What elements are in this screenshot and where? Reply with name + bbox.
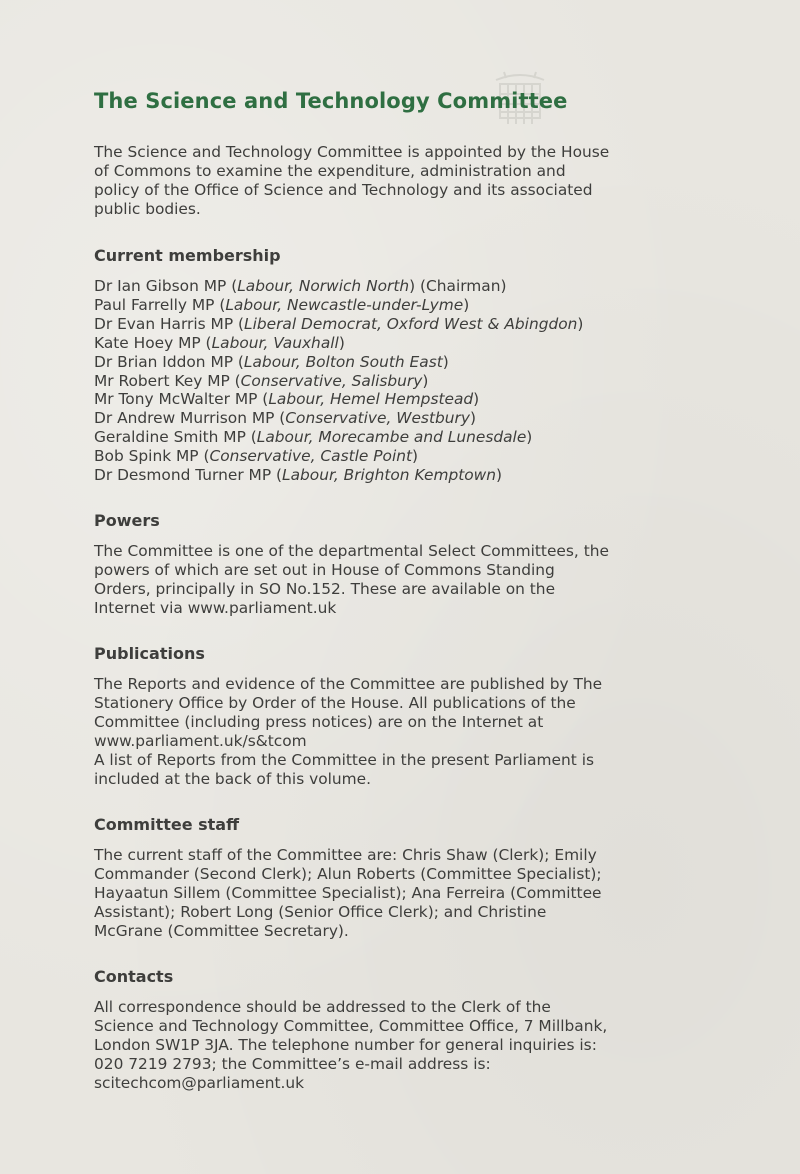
intro-paragraph: The Science and Technology Committee is appointed by the House of Commons to examine the expenditure, administration and policy of the Office of Science and Technology and its associated public bodies. <box>94 143 610 218</box>
staff-section <box>94 812 614 941</box>
staff-heading: Committee staff <box>94 814 240 834</box>
member-suffix: ) <box>577 314 584 333</box>
powers-paragraph: The Committee is one of the departmental Select Committees, the powers of which are set out in House of Commons Standing Orders, principally in SO No.152. These are available on the Internet via www.parliament.uk <box>94 541 609 617</box>
powers-section <box>94 508 614 618</box>
member-item <box>94 277 614 296</box>
member-suffix: ) <box>442 352 449 371</box>
member-suffix: ) <box>526 428 533 447</box>
member-name: Dr Desmond Turner MP ( <box>94 466 283 485</box>
member-suffix: ) <box>469 409 476 428</box>
member-party-constituency: Labour, Bolton South East <box>243 352 443 371</box>
member-party-constituency: Conservative, Salisbury <box>240 371 423 390</box>
member-party-constituency: Conservative, Westbury <box>285 409 470 428</box>
member-item <box>94 334 614 353</box>
member-suffix: ) <box>463 295 470 314</box>
member-item <box>94 372 614 391</box>
publications-section <box>94 641 614 789</box>
member-name: Bob Spink MP ( <box>94 447 210 466</box>
member-suffix: ) <box>338 333 345 352</box>
member-item <box>94 447 614 466</box>
members-list <box>94 277 614 485</box>
member-item <box>94 428 614 447</box>
membership-section <box>94 243 614 485</box>
member-name: Dr Brian Iddon MP ( <box>94 352 244 371</box>
member-name: Mr Robert Key MP ( <box>94 371 241 390</box>
contacts-section <box>94 964 614 1093</box>
member-name: Kate Hoey MP ( <box>94 333 212 352</box>
member-item <box>94 353 614 372</box>
membership-heading: Current membership <box>94 246 281 265</box>
member-item <box>94 315 614 334</box>
contacts-paragraph: All correspondence should be addressed to the Clerk of the Science and Technology Committee, Committee Office, 7 Millbank, London SW1P 3JA. The telephone number for general inquiries is: 020 7219 2793; the Committee’s e-mail address is: scitechcom@parliament.uk <box>94 997 608 1092</box>
publications-paragraph: The Reports and evidence of the Committee are published by The Stationery Office by Order of the House. All publications of the Committee (including press notices) are on the Internet at www.parliament.uk/s&tcom <box>94 674 603 750</box>
member-suffix: ) (Chairman) <box>409 277 507 295</box>
document-content <box>94 86 614 1116</box>
member-suffix: ) <box>496 466 503 485</box>
member-item <box>94 390 614 409</box>
publications-heading: Publications <box>94 643 205 663</box>
member-party-constituency: Conservative, Castle Point <box>209 447 413 466</box>
member-name: Dr Ian Gibson MP ( <box>94 277 238 295</box>
member-name: Dr Evan Harris MP ( <box>94 314 245 333</box>
member-suffix: ) <box>473 390 480 409</box>
member-party-constituency: Labour, Hemel Hempstead <box>268 390 474 409</box>
member-item <box>94 409 614 428</box>
contacts-heading: Contacts <box>94 966 174 986</box>
member-item <box>94 296 614 315</box>
member-party-constituency: Labour, Brighton Kemptown <box>282 466 497 485</box>
staff-paragraph: The current staff of the Committee are: Chris Shaw (Clerk); Emily Commander (Second Clerk); Alun Roberts (Committee Specialist); Hayaatun Sillem (Committee Specialist); Ana Ferreira (Committee Assistant); Robert Long (Senior Office Clerk); and Christine McGrane (Committee Secretary). <box>94 845 602 940</box>
member-item <box>94 466 614 485</box>
member-party-constituency: Labour, Vauxhall <box>211 333 339 352</box>
member-party-constituency: Labour, Norwich North <box>237 277 410 295</box>
member-name: Paul Farrelly MP ( <box>94 295 226 314</box>
member-party-constituency: Labour, Morecambe and Lunesdale <box>256 428 527 447</box>
powers-heading: Powers <box>94 510 160 530</box>
member-name: Mr Tony McWalter MP ( <box>94 390 269 409</box>
member-party-constituency: Labour, Newcastle-under-Lyme <box>225 295 464 314</box>
member-suffix: ) <box>412 447 419 466</box>
publications-list-paragraph: A list of Reports from the Committee in the present Parliament is included at the back of this volume. <box>94 750 594 788</box>
member-name: Geraldine Smith MP ( <box>94 428 257 447</box>
member-name: Dr Andrew Murrison MP ( <box>94 409 286 428</box>
member-party-constituency: Liberal Democrat, Oxford West & Abingdon <box>244 314 578 333</box>
member-suffix: ) <box>422 371 429 390</box>
document-title: The Science and Technology Committee <box>94 89 568 113</box>
